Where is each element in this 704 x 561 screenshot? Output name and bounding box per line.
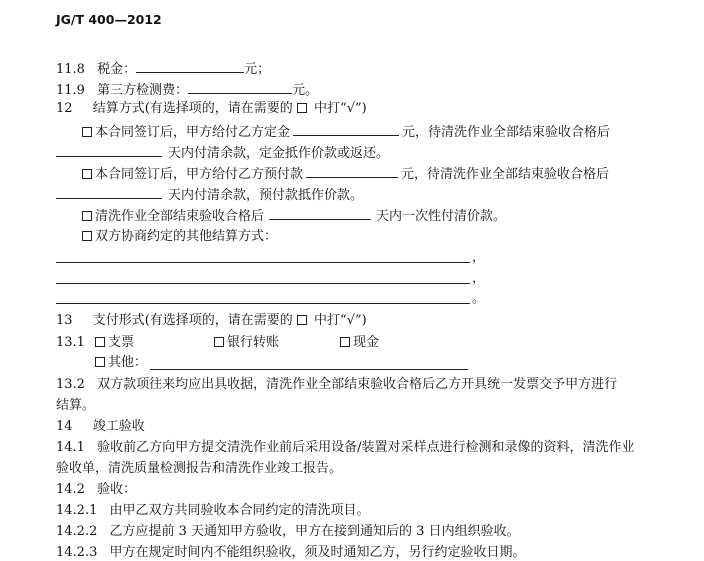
clause-text: 支付形式(有选择项的，请在需要的: [92, 313, 293, 328]
clause-13: [56, 313, 367, 329]
clause-number: 13: [56, 313, 73, 328]
clause-text-tick: 中打“√”): [314, 313, 367, 328]
clause-14-2-1: [56, 503, 370, 519]
settlement-option-4: [82, 229, 277, 245]
clause-text: 结算方式(有选择项的，请在需要的: [92, 101, 293, 116]
blank-line-3[interactable]: [56, 303, 470, 304]
pay-cash[interactable]: [340, 335, 379, 351]
unit: 元；: [244, 62, 271, 77]
clause-text: 双方款项往来均应出具收据，清洗作业全部结束验收合格后乙方开具统一发票交予甲方进行: [97, 377, 618, 392]
clause-13-2-cont: 结算。: [56, 398, 96, 413]
clause-number: 13.1: [56, 335, 85, 350]
inspection-fee-blank[interactable]: [188, 81, 292, 94]
days-blank[interactable]: [56, 144, 162, 157]
clause-number: 14.2.1: [56, 503, 98, 518]
blank-line-2[interactable]: [56, 283, 470, 284]
option-text: 本合同签订后，甲方给付乙方预付款: [95, 167, 304, 182]
checkbox-icon: [297, 315, 307, 325]
option-label: 支票: [108, 335, 135, 350]
option-text: 清洗作业全部结束验收合格后: [95, 209, 265, 224]
clause-14-1-cont: 验收单，清洗质量检测报告和清洗作业竣工报告。: [56, 461, 343, 476]
clause-text: 乙方应提前 3 天通知甲方验收，甲方在接到通知后的 3 日内组织验收。: [109, 524, 520, 539]
clause-text: 验收：: [97, 482, 137, 497]
clause-text: 甲方在规定时间内不能组织验收，须及时通知乙方，另行约定验收日期。: [109, 545, 526, 560]
clause-number: 14.2.3: [56, 545, 98, 560]
checkbox-icon: [297, 103, 307, 113]
clause-text: 由甲乙双方共同验收本合同约定的清洗项目。: [109, 503, 370, 518]
clause-14: [56, 419, 145, 435]
clause-number: 13.2: [56, 377, 85, 392]
clause-text-tick: 中打“√”): [314, 101, 367, 116]
checkbox-option-2[interactable]: [82, 169, 92, 179]
clause-number: 14.2: [56, 482, 85, 497]
days-blank[interactable]: [56, 186, 162, 199]
checkbox-other[interactable]: [95, 357, 105, 367]
clause-label: 税金：: [97, 62, 137, 77]
clause-number: 11.8: [56, 62, 85, 77]
punctuation: ，: [472, 250, 486, 265]
settlement-option-1-cont: [56, 144, 389, 162]
option-text: 天内一次性付清价款。: [376, 209, 507, 224]
settlement-option-1: [82, 123, 610, 141]
settlement-option-3: [82, 207, 506, 225]
clause-label: 第三方检测费：: [97, 83, 189, 98]
checkbox-cheque[interactable]: [95, 337, 105, 347]
clause-heading: 竣工验收: [92, 419, 145, 434]
prepayment-blank[interactable]: [306, 165, 398, 178]
blank-line-1[interactable]: [56, 262, 470, 263]
punctuation: ，: [472, 271, 486, 286]
settlement-option-2-cont: [56, 186, 363, 204]
standard-header: JG/T 400—2012: [56, 12, 162, 27]
tax-blank[interactable]: [136, 60, 244, 73]
clause-number: 11.9: [56, 83, 85, 98]
clause-11-9: [56, 81, 318, 99]
clause-13-2: [56, 377, 617, 393]
clause-number: 14.2.2: [56, 524, 98, 539]
option-label: 其他：: [108, 355, 148, 370]
clause-14-2-2: [56, 524, 520, 540]
checkbox-option-1[interactable]: [82, 127, 92, 137]
clause-13-1: [56, 335, 85, 351]
option-text: 天内付清余款，定金抵作价款或返还。: [168, 146, 390, 161]
clause-14-2: [56, 482, 136, 498]
pay-cheque[interactable]: [95, 335, 134, 351]
clause-number: 14.1: [56, 440, 85, 455]
checkbox-bank-transfer[interactable]: [214, 337, 224, 347]
checkbox-cash[interactable]: [340, 337, 350, 347]
option-text: 双方协商约定的其他结算方式：: [95, 229, 278, 244]
pay-bank-transfer[interactable]: [214, 335, 279, 351]
option-label: 银行转账: [227, 335, 280, 350]
days-blank[interactable]: [269, 207, 371, 220]
clause-number: 14: [56, 419, 73, 434]
settlement-option-2: [82, 165, 609, 183]
option-text: 元，待清洗作业全部结束验收合格后: [402, 125, 611, 140]
clause-text: 验收前乙方向甲方提交清洗作业前后采用设备/装置对采样点进行检测和录像的资料，清洗作业: [97, 440, 635, 455]
checkbox-option-4[interactable]: [82, 231, 92, 241]
pay-other[interactable]: [95, 355, 147, 371]
deposit-blank[interactable]: [293, 123, 399, 136]
clause-14-2-3: [56, 545, 526, 561]
option-text: 天内付清余款，预付款抵作价款。: [168, 188, 364, 203]
clause-11-8: [56, 60, 270, 78]
option-label: 现金: [353, 335, 380, 350]
checkbox-option-3[interactable]: [82, 211, 92, 221]
clause-number: 12: [56, 101, 73, 116]
option-text: 元，待清洗作业全部结束验收合格后: [401, 167, 610, 182]
clause-14-1: [56, 440, 634, 456]
clause-12: [56, 101, 367, 117]
other-blank[interactable]: [150, 369, 468, 370]
punctuation: 。: [472, 291, 486, 306]
option-text: 本合同签订后，甲方给付乙方定金: [95, 125, 291, 140]
unit: 元。: [292, 83, 319, 98]
